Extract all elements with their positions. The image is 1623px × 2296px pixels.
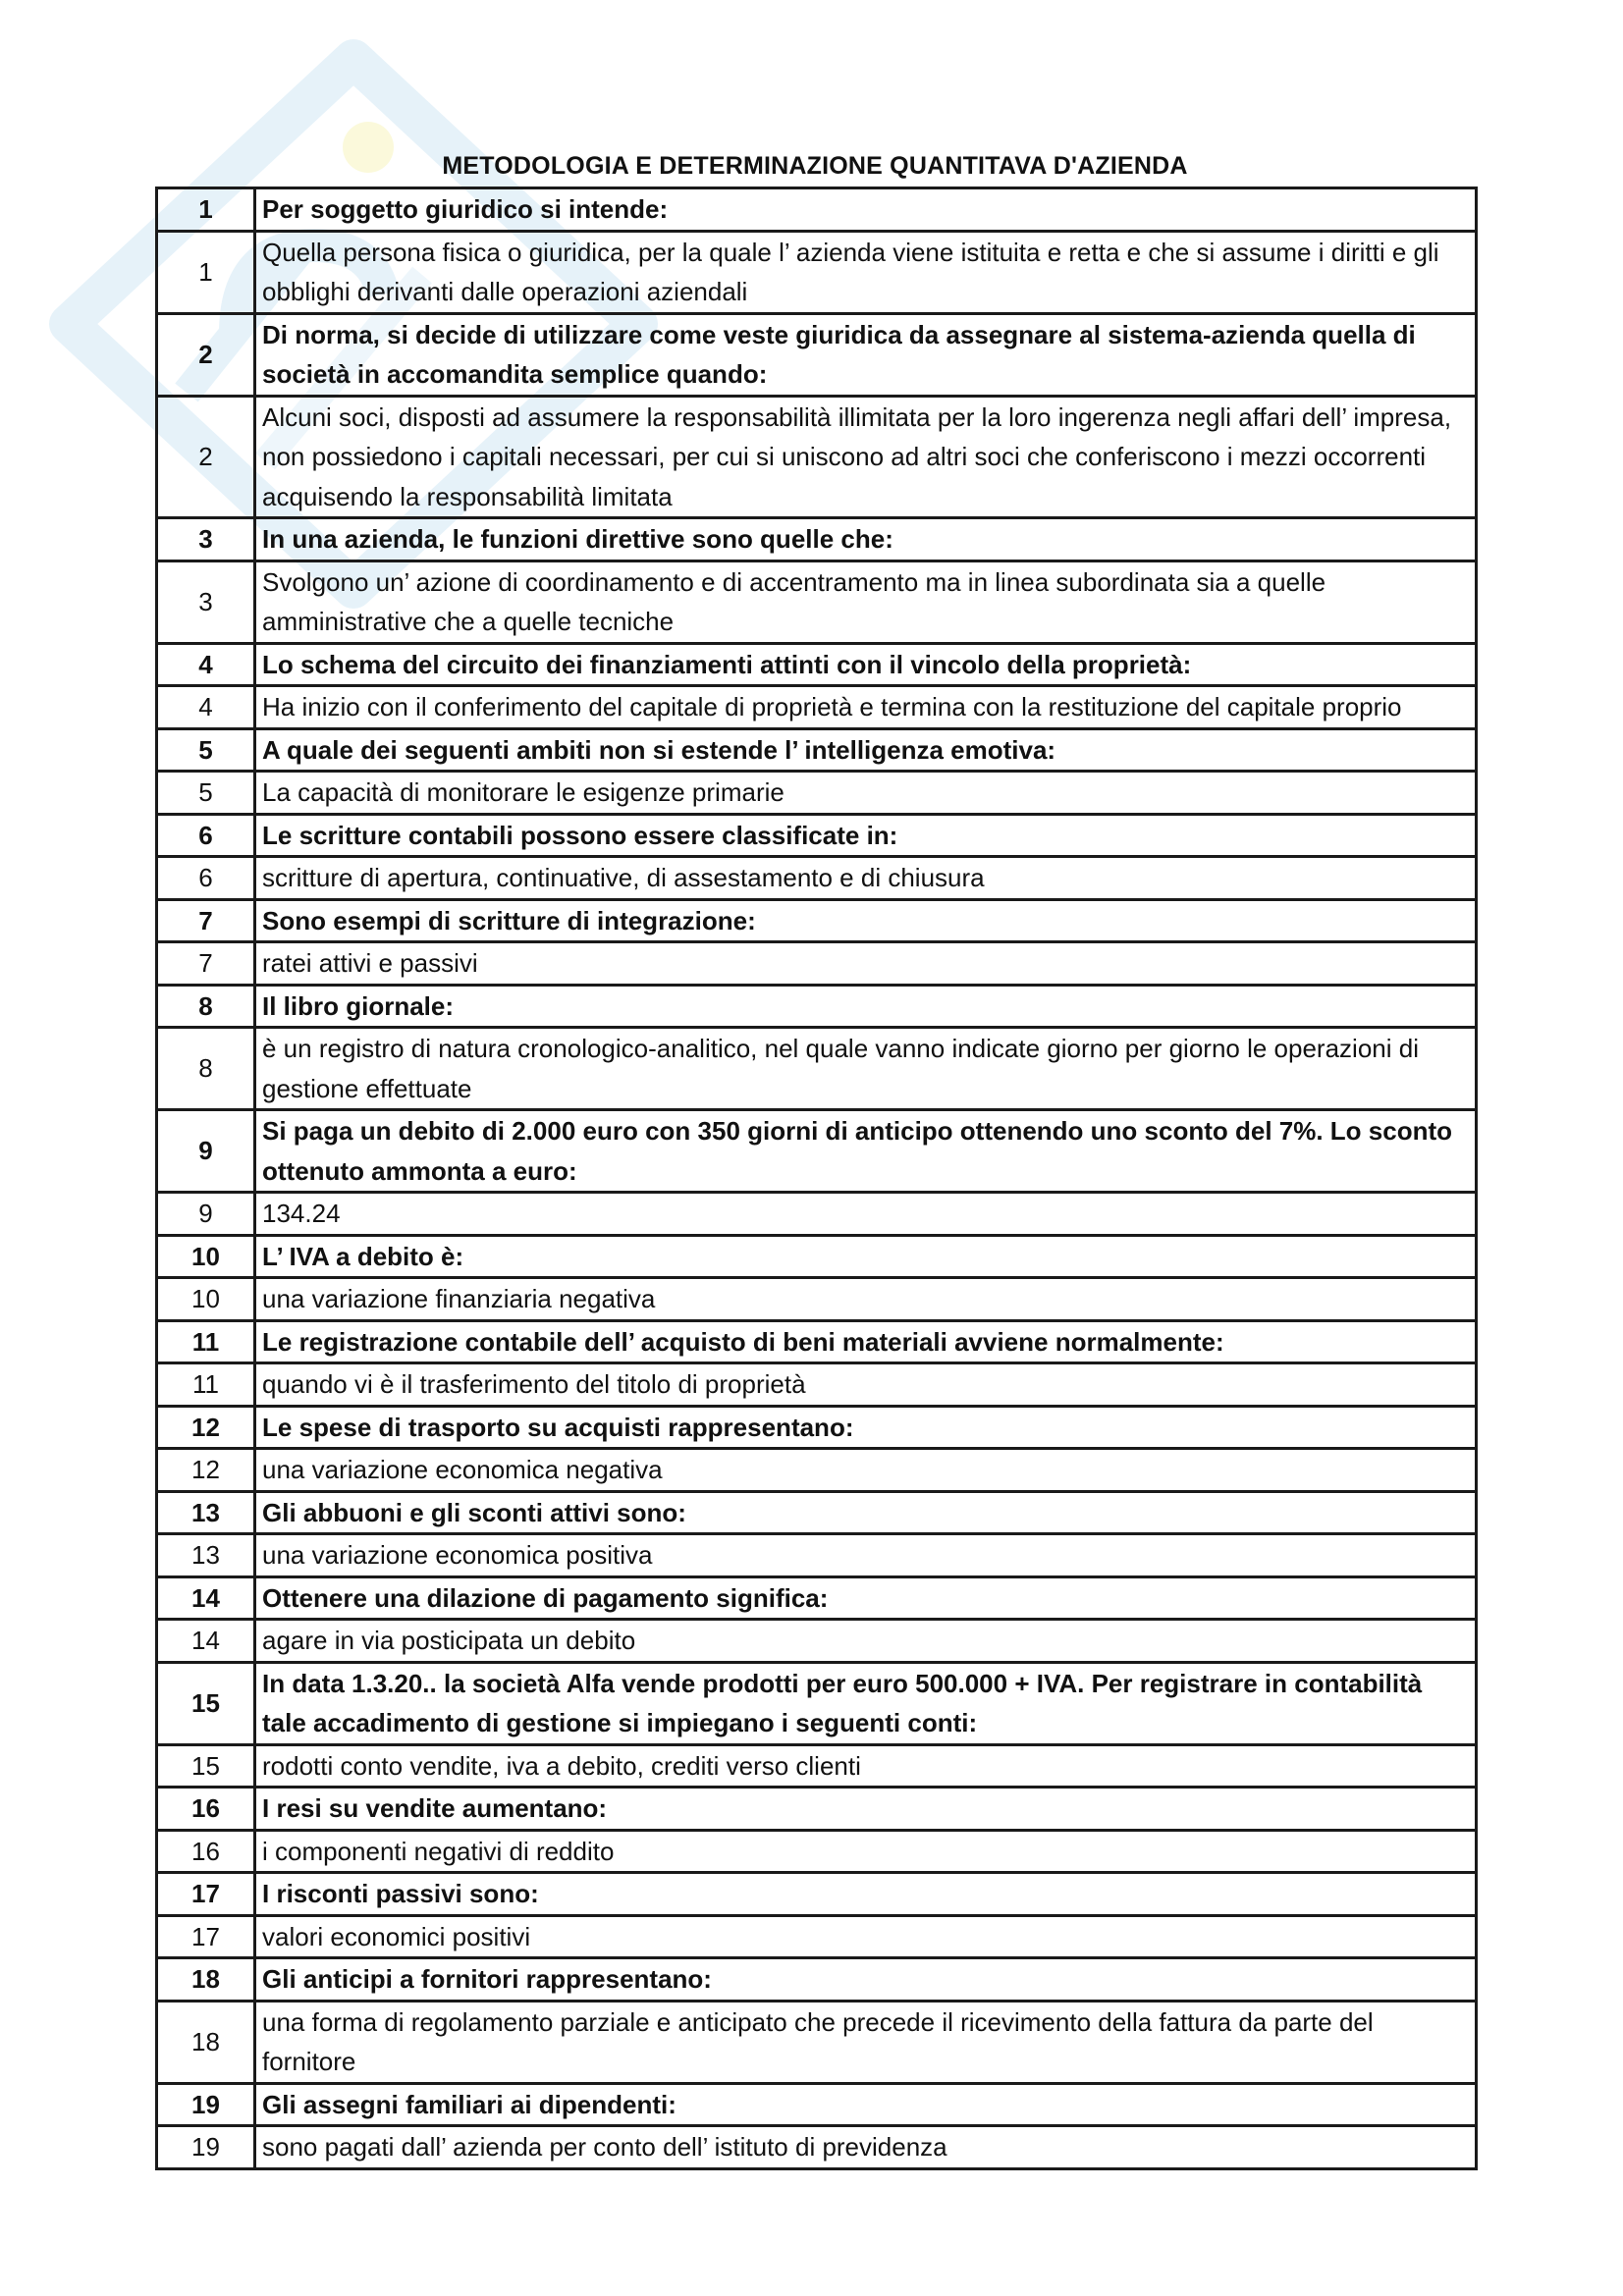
question-text: Gli anticipi a fornitori rappresentano:: [255, 1958, 1477, 2002]
answer-text: valori economici positivi: [255, 1915, 1477, 1958]
question-row: [157, 643, 1477, 686]
question-number: 16: [157, 1788, 255, 1831]
question-row: [157, 1235, 1477, 1278]
question-text: Sono esempi di scritture di integrazione:: [255, 899, 1477, 942]
answer-number: 6: [157, 857, 255, 900]
question-number: 5: [157, 728, 255, 772]
question-number: 17: [157, 1873, 255, 1916]
question-text: In una azienda, le funzioni direttive sono quelle che:: [255, 518, 1477, 561]
answer-number: 7: [157, 942, 255, 986]
answer-row: [157, 2126, 1477, 2169]
question-number: 10: [157, 1235, 255, 1278]
question-text: Di norma, si decide di utilizzare come veste giuridica da assegnare al sistema-azienda quella di società in accomandita semplice quando:: [255, 313, 1477, 396]
answer-number: 18: [157, 2001, 255, 2083]
answer-number: 16: [157, 1830, 255, 1873]
answer-row: [157, 1915, 1477, 1958]
question-number: 3: [157, 518, 255, 561]
question-row: [157, 2083, 1477, 2126]
question-number: 14: [157, 1576, 255, 1620]
question-text: Gli assegni familiari ai dipendenti:: [255, 2083, 1477, 2126]
answer-row: [157, 1620, 1477, 1663]
answer-text: agare in via posticipata un debito: [255, 1620, 1477, 1663]
answer-row: [157, 1830, 1477, 1873]
question-text: I resi su vendite aumentano:: [255, 1788, 1477, 1831]
answer-number: 9: [157, 1193, 255, 1236]
question-row: [157, 188, 1477, 232]
answer-row: [157, 772, 1477, 815]
answer-number: 3: [157, 561, 255, 643]
question-number: 6: [157, 814, 255, 857]
qa-table: [155, 187, 1478, 2170]
answer-text: è un registro di natura cronologico-analitico, nel quale vanno indicate giorno per giorno le operazioni di gestione effettuate: [255, 1028, 1477, 1110]
question-number: 18: [157, 1958, 255, 2002]
answer-text: Alcuni soci, disposti ad assumere la responsabilità illimitata per la loro ingerenza negli affari dell’ impresa, non possiedono i capitali necessari, per cui si uniscono ad altri soci che conferiscono i mezzi occorrenti acquisendo la responsabilità limitata: [255, 396, 1477, 518]
answer-row: [157, 1193, 1477, 1236]
question-text: Si paga un debito di 2.000 euro con 350 giorni di anticipo ottenendo uno sconto del 7%. Lo sconto ottenuto ammonta a euro:: [255, 1110, 1477, 1193]
question-number: 13: [157, 1491, 255, 1534]
answer-row: [157, 1744, 1477, 1788]
answer-number: 8: [157, 1028, 255, 1110]
question-row: [157, 1662, 1477, 1744]
question-text: I risconti passivi sono:: [255, 1873, 1477, 1916]
question-text: Il libro giornale:: [255, 985, 1477, 1028]
question-text: L’ IVA a debito è:: [255, 1235, 1477, 1278]
answer-number: 5: [157, 772, 255, 815]
question-text: Gli abbuoni e gli sconti attivi sono:: [255, 1491, 1477, 1534]
answer-row: [157, 857, 1477, 900]
answer-number: 1: [157, 231, 255, 313]
answer-number: 13: [157, 1534, 255, 1577]
question-row: [157, 814, 1477, 857]
question-text: Per soggetto giuridico si intende:: [255, 188, 1477, 232]
answer-text: una variazione finanziaria negativa: [255, 1278, 1477, 1321]
answer-text: Svolgono un’ azione di coordinamento e di accentramento ma in linea subordinata sia a quelle amministrative che a quelle tecniche: [255, 561, 1477, 643]
answer-text: scritture di apertura, continuative, di assestamento e di chiusura: [255, 857, 1477, 900]
answer-text: Ha inizio con il conferimento del capitale di proprietà e termina con la restituzione del capitale proprio: [255, 686, 1477, 729]
question-row: [157, 985, 1477, 1028]
document-title: METODOLOGIA E DETERMINAZIONE QUANTITAVA D'AZIENDA: [442, 152, 1188, 180]
answer-number: 11: [157, 1363, 255, 1407]
question-number: 12: [157, 1406, 255, 1449]
question-number: 19: [157, 2083, 255, 2126]
question-text: Le registrazione contabile dell’ acquisto di beni materiali avviene normalmente:: [255, 1320, 1477, 1363]
question-row: [157, 1576, 1477, 1620]
question-row: [157, 899, 1477, 942]
answer-text: Quella persona fisica o giuridica, per la quale l’ azienda viene istituita e retta e che si assume i diritti e gli obblighi derivanti dalle operazioni aziendali: [255, 231, 1477, 313]
question-number: 15: [157, 1662, 255, 1744]
answer-number: 15: [157, 1744, 255, 1788]
answer-text: i componenti negativi di reddito: [255, 1830, 1477, 1873]
question-row: [157, 1788, 1477, 1831]
question-row: [157, 1491, 1477, 1534]
answer-number: 17: [157, 1915, 255, 1958]
question-row: [157, 518, 1477, 561]
answer-row: [157, 942, 1477, 986]
answer-text: quando vi è il trasferimento del titolo di proprietà: [255, 1363, 1477, 1407]
question-row: [157, 1320, 1477, 1363]
answer-row: [157, 396, 1477, 518]
question-text: Ottenere una dilazione di pagamento significa:: [255, 1576, 1477, 1620]
answer-number: 4: [157, 686, 255, 729]
answer-text: La capacità di monitorare le esigenze primarie: [255, 772, 1477, 815]
question-row: [157, 1958, 1477, 2002]
answer-row: [157, 231, 1477, 313]
question-number: 8: [157, 985, 255, 1028]
question-number: 1: [157, 188, 255, 232]
answer-text: una variazione economica negativa: [255, 1449, 1477, 1492]
answer-number: 19: [157, 2126, 255, 2169]
question-text: Lo schema del circuito dei finanziamenti attinti con il vincolo della proprietà:: [255, 643, 1477, 686]
answer-row: [157, 561, 1477, 643]
question-row: [157, 1406, 1477, 1449]
answer-row: [157, 1278, 1477, 1321]
answer-text: una variazione economica positiva: [255, 1534, 1477, 1577]
question-text: A quale dei seguenti ambiti non si estende l’ intelligenza emotiva:: [255, 728, 1477, 772]
answer-text: ratei attivi e passivi: [255, 942, 1477, 986]
answer-row: [157, 1534, 1477, 1577]
answer-text: sono pagati dall’ azienda per conto dell’ istituto di previdenza: [255, 2126, 1477, 2169]
answer-number: 2: [157, 396, 255, 518]
answer-text: rodotti conto vendite, iva a debito, crediti verso clienti: [255, 1744, 1477, 1788]
question-row: [157, 728, 1477, 772]
question-text: In data 1.3.20.. la società Alfa vende prodotti per euro 500.000 + IVA. Per registrare in contabilità tale accadimento di gestione si impiegano i seguenti conti:: [255, 1662, 1477, 1744]
question-row: [157, 1110, 1477, 1193]
answer-row: [157, 2001, 1477, 2083]
question-row: [157, 1873, 1477, 1916]
question-row: [157, 313, 1477, 396]
answer-number: 10: [157, 1278, 255, 1321]
question-text: Le spese di trasporto su acquisti rappresentano:: [255, 1406, 1477, 1449]
question-number: 2: [157, 313, 255, 396]
answer-text: 134.24: [255, 1193, 1477, 1236]
answer-row: [157, 1363, 1477, 1407]
answer-row: [157, 1449, 1477, 1492]
question-number: 11: [157, 1320, 255, 1363]
answer-text: una forma di regolamento parziale e anticipato che precede il ricevimento della fattura da parte del fornitore: [255, 2001, 1477, 2083]
question-number: 4: [157, 643, 255, 686]
answer-row: [157, 1028, 1477, 1110]
answer-row: [157, 686, 1477, 729]
question-text: Le scritture contabili possono essere classificate in:: [255, 814, 1477, 857]
question-number: 7: [157, 899, 255, 942]
question-number: 9: [157, 1110, 255, 1193]
answer-number: 14: [157, 1620, 255, 1663]
answer-number: 12: [157, 1449, 255, 1492]
